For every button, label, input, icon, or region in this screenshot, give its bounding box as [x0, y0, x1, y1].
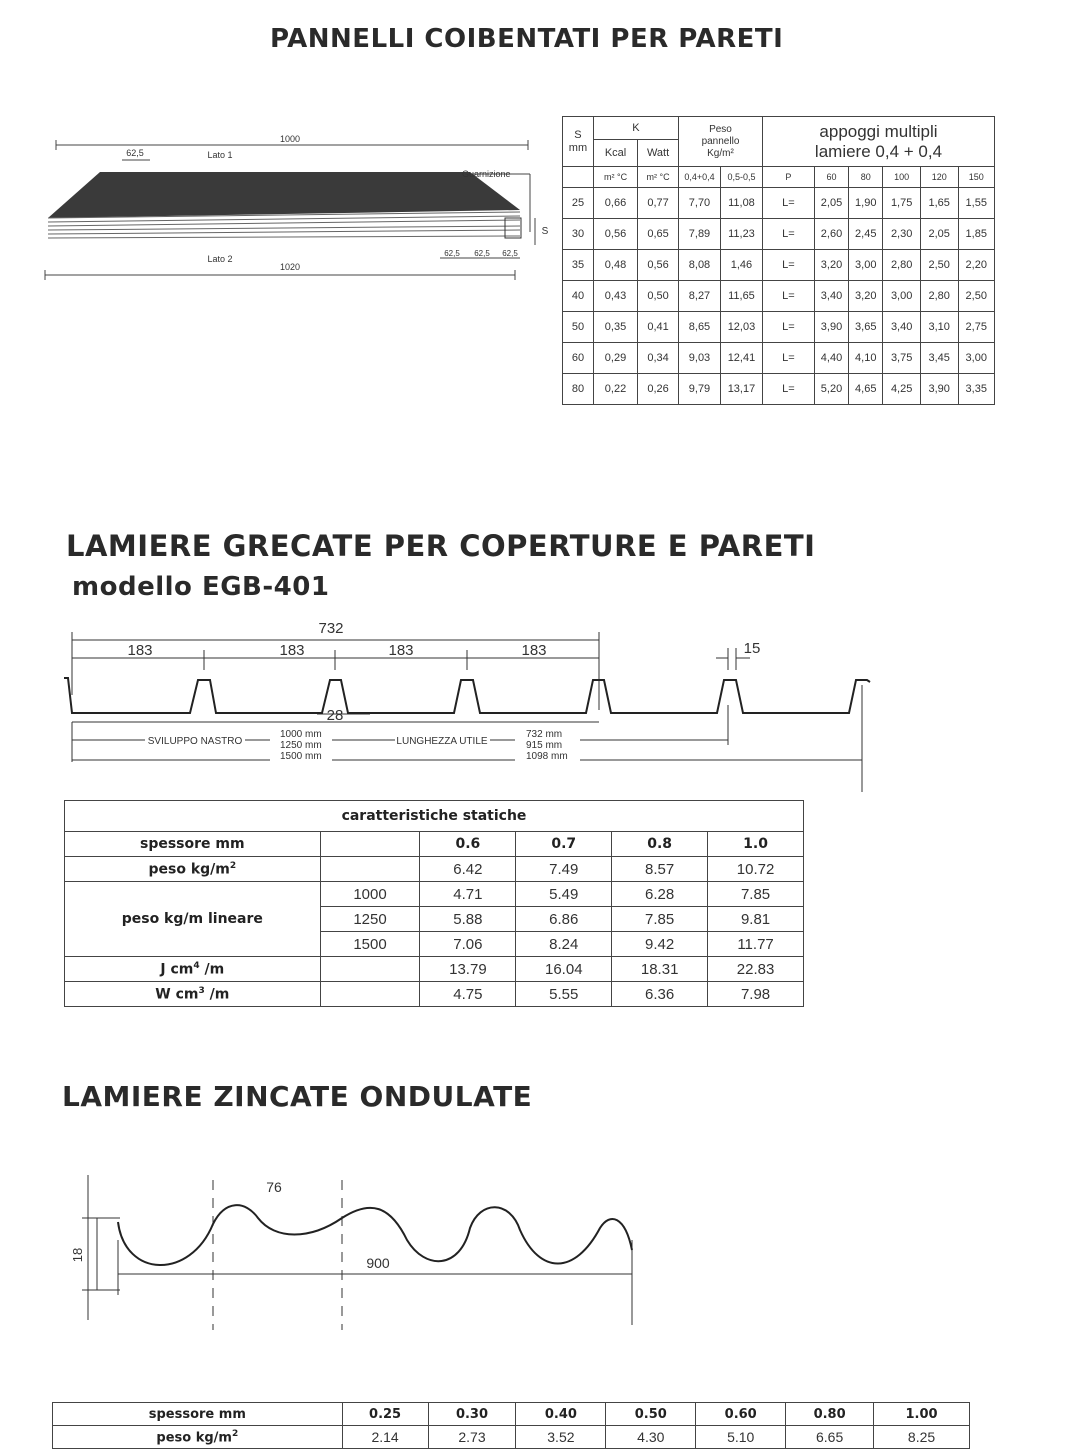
w-label-cell: W $cm^3$ /m	[65, 982, 321, 1007]
zincate-peso-label: peso kg/m	[156, 1430, 232, 1446]
egb-lu-2: 915 mm	[526, 740, 563, 751]
model-title: modello EGB-401	[72, 572, 330, 602]
zincate-peso-cell: 2.73	[428, 1426, 516, 1449]
table-cell: 4,40	[814, 343, 848, 374]
table-cell: 3,20	[849, 281, 883, 312]
table-cell: 4,25	[883, 374, 921, 405]
table-cell: 3,10	[920, 312, 958, 343]
table-cell: 80	[563, 374, 594, 405]
peso-m2-label-cell: peso $kg/m^2$	[65, 857, 321, 882]
table-cell: 2,60	[814, 219, 848, 250]
table-cell: L=	[762, 188, 814, 219]
panel-thickness: S	[541, 226, 549, 237]
egb401-diagram	[0, 610, 1070, 810]
spessore-4: 1.0	[708, 832, 804, 857]
table-cell: 1,85	[958, 219, 995, 250]
table-row	[563, 250, 995, 281]
w-2: 5.55	[516, 982, 612, 1007]
table-cell: L=	[762, 250, 814, 281]
zincate-peso-cell: 5.10	[696, 1426, 786, 1449]
panel-side2: Lato 2	[207, 254, 233, 264]
egb-seg-2: 183	[279, 642, 305, 659]
spessore-label: spessore mm	[65, 832, 321, 857]
egb-sviluppo: SVILUPPO NASTRO	[147, 736, 243, 747]
table-cell: 3,90	[920, 374, 958, 405]
table-cell: 40	[563, 281, 594, 312]
table-cell: 0,56	[593, 219, 637, 250]
units-cell: P	[762, 167, 814, 188]
panel-width-top: 1000	[279, 134, 301, 144]
table-cell: 2,50	[920, 250, 958, 281]
zincate-peso-cell: 4.30	[606, 1426, 696, 1449]
lineare-len-3: 1500	[320, 932, 420, 957]
egb-gap: 28	[326, 707, 344, 724]
table-cell: 3,35	[958, 374, 995, 405]
units-cell: 60	[814, 167, 848, 188]
table-cell: 0,29	[593, 343, 637, 374]
table-row	[563, 343, 995, 374]
appoggi-line1: appoggi multipli	[819, 121, 938, 141]
zincate-spessore-cell: 0.60	[696, 1403, 786, 1426]
table-cell: 60	[563, 343, 594, 374]
table-cell: 0,56	[638, 250, 679, 281]
table-cell: 0,77	[638, 188, 679, 219]
zincate-spessore-cell: 1.00	[874, 1403, 970, 1426]
units-cell: 0,5-0,5	[720, 167, 762, 188]
lineare-3-1: 7.06	[420, 932, 516, 957]
table-cell: 0,22	[593, 374, 637, 405]
table-row	[563, 374, 995, 405]
egb-lu-3: 1098 mm	[526, 751, 568, 762]
zincate-peso-cell: 2.14	[342, 1426, 428, 1449]
table-row	[563, 281, 995, 312]
peso-m2-2: 7.49	[516, 857, 612, 882]
table-cell: L=	[762, 374, 814, 405]
table-cell: 11,65	[720, 281, 762, 312]
grecate-title: LAMIERE GRECATE PER COPERTURE E PARETI	[66, 529, 816, 563]
egb-rib: 15	[743, 640, 761, 657]
w-4: 7.98	[708, 982, 804, 1007]
lineare-3-4: 11.77	[708, 932, 804, 957]
panel-bottom-dim-1: 62,5	[444, 249, 460, 258]
table-cell: 2,30	[883, 219, 921, 250]
spessore-3: 0.8	[612, 832, 708, 857]
table-cell: 0,26	[638, 374, 679, 405]
zincate-peso-label-cell: peso $kg/m^2$	[53, 1426, 343, 1449]
table-cell: 3,00	[883, 281, 921, 312]
lineare-2-4: 9.81	[708, 907, 804, 932]
table-cell: 9,79	[678, 374, 720, 405]
table-cell: 3,90	[814, 312, 848, 343]
egb-seg-1: 183	[127, 642, 153, 659]
table-cell: 7,70	[678, 188, 720, 219]
units-cell: m² °C	[638, 167, 679, 188]
table-cell: 3,20	[814, 250, 848, 281]
peso-m2-4: 10.72	[708, 857, 804, 882]
table-cell: 4,10	[849, 343, 883, 374]
table-cell: 3,40	[883, 312, 921, 343]
s-header: S	[574, 128, 582, 141]
table-cell: 25	[563, 188, 594, 219]
table-cell: 8,08	[678, 250, 720, 281]
zincate-spessore-cell: 0.25	[342, 1403, 428, 1426]
table-cell: 8,27	[678, 281, 720, 312]
zincate-spessore-label: spessore mm	[53, 1403, 343, 1426]
table-cell: 1,90	[849, 188, 883, 219]
table-cell: 0,43	[593, 281, 637, 312]
lineare-2-2: 6.86	[516, 907, 612, 932]
table-cell: 2,20	[958, 250, 995, 281]
blank-cell	[320, 982, 420, 1007]
table-cell: 0,35	[593, 312, 637, 343]
table-cell: 11,08	[720, 188, 762, 219]
units-blank	[563, 167, 594, 188]
table-cell: 1,55	[958, 188, 995, 219]
table-cell: 1,46	[720, 250, 762, 281]
panel-width-bottom: 1020	[279, 262, 301, 272]
units-cell: m² °C	[593, 167, 637, 188]
table-cell: 0,66	[593, 188, 637, 219]
lineare-1-4: 7.85	[708, 882, 804, 907]
wave-diagram	[0, 1160, 1070, 1360]
lineare-1-3: 6.28	[612, 882, 708, 907]
j-4: 22.83	[708, 957, 804, 982]
wave-width: 900	[366, 1255, 390, 1271]
egb-sv-1: 1000 mm	[280, 729, 322, 740]
table-cell: 12,41	[720, 343, 762, 374]
table-cell: 30	[563, 219, 594, 250]
zincate-spessore-cell: 0.80	[786, 1403, 874, 1426]
panels-title: PANNELLI COIBENTATI PER PARETI	[270, 24, 784, 54]
table-cell: 3,40	[814, 281, 848, 312]
table-cell: L=	[762, 343, 814, 374]
egb-seg-4: 183	[521, 642, 547, 659]
units-cell: 0,4+0,4	[678, 167, 720, 188]
zincate-peso-cell: 8.25	[874, 1426, 970, 1449]
w-3: 6.36	[612, 982, 708, 1007]
j-2: 16.04	[516, 957, 612, 982]
zincate-peso-cell: 3.52	[516, 1426, 606, 1449]
zincate-title: LAMIERE ZINCATE ONDULATE	[62, 1080, 533, 1113]
lineare-1-1: 4.71	[420, 882, 516, 907]
table-cell: L=	[762, 281, 814, 312]
table-cell: 3,75	[883, 343, 921, 374]
table-cell: 7,89	[678, 219, 720, 250]
table-cell: 2,05	[814, 188, 848, 219]
peso-m2-1: 6.42	[420, 857, 516, 882]
table-cell: 1,65	[920, 188, 958, 219]
table-cell: 0,65	[638, 219, 679, 250]
zincate-spessore-cell: 0.40	[516, 1403, 606, 1426]
lineare-len-1: 1000	[320, 882, 420, 907]
zincate-spessore-cell: 0.50	[606, 1403, 696, 1426]
blank-cell	[320, 957, 420, 982]
table-cell: 0,50	[638, 281, 679, 312]
zincate-spessore-row	[53, 1403, 970, 1426]
table-cell: 2,50	[958, 281, 995, 312]
panel-bottom-dim-3: 62,5	[502, 249, 518, 258]
table-cell: 0,34	[638, 343, 679, 374]
table-cell: 3,00	[958, 343, 995, 374]
table-cell: 3,45	[920, 343, 958, 374]
table-cell: 3,00	[849, 250, 883, 281]
units-row	[563, 167, 995, 188]
table-cell: 8,65	[678, 312, 720, 343]
peso-header: Peso pannello Kg/m²	[678, 117, 762, 167]
panel-pitch: 62,5	[126, 148, 144, 158]
table-row	[563, 188, 995, 219]
table-cell: 11,23	[720, 219, 762, 250]
table-cell: 2,45	[849, 219, 883, 250]
table-cell: 2,75	[958, 312, 995, 343]
table-row	[563, 219, 995, 250]
units-cell: 100	[883, 167, 921, 188]
peso-m2-label: peso kg/m	[148, 861, 230, 878]
spessore-2: 0.7	[516, 832, 612, 857]
spessore-1: 0.6	[420, 832, 516, 857]
lineare-label: peso kg/m lineare	[65, 882, 321, 957]
static-properties-table	[64, 800, 804, 1007]
s-unit: mm	[568, 141, 588, 154]
lineare-3-3: 9.42	[612, 932, 708, 957]
egb-lu-1: 732 mm	[526, 729, 563, 740]
table-cell: 9,03	[678, 343, 720, 374]
wave-height: 18	[70, 1247, 85, 1263]
blank-cell	[320, 832, 420, 857]
zincate-spessore-cell: 0.30	[428, 1403, 516, 1426]
s-header-cell	[563, 117, 594, 167]
egb-sv-2: 1250 mm	[280, 740, 322, 751]
w-1: 4.75	[420, 982, 516, 1007]
table-cell: L=	[762, 312, 814, 343]
table-cell: 12,03	[720, 312, 762, 343]
table-cell: 50	[563, 312, 594, 343]
table-cell: 0,41	[638, 312, 679, 343]
wave-pitch: 76	[266, 1179, 282, 1195]
egb-seg-3: 183	[388, 642, 414, 659]
w-label: W cm	[155, 986, 199, 1003]
units-cell: 150	[958, 167, 995, 188]
panel-bottom-dim-2: 62,5	[474, 249, 490, 258]
table-cell: 13,17	[720, 374, 762, 405]
table-cell: 1,75	[883, 188, 921, 219]
egb-sv-3: 1500 mm	[280, 751, 322, 762]
lineare-len-2: 1250	[320, 907, 420, 932]
table-cell: 3,65	[849, 312, 883, 343]
k-header: K	[593, 117, 678, 140]
j-3: 18.31	[612, 957, 708, 982]
peso-m2-3: 8.57	[612, 857, 708, 882]
table-cell: 2,80	[883, 250, 921, 281]
j-label-cell: J $cm^4$ /m	[65, 957, 321, 982]
units-cell: 120	[920, 167, 958, 188]
panels-table-body	[563, 188, 995, 405]
egb-lunghezza: LUNGHEZZA UTILE	[396, 736, 488, 747]
lineare-2-3: 7.85	[612, 907, 708, 932]
table-cell: L=	[762, 219, 814, 250]
panels-table	[562, 116, 995, 405]
table-cell: 5,20	[814, 374, 848, 405]
zincate-peso-cell: 6.65	[786, 1426, 874, 1449]
lineare-1-2: 5.49	[516, 882, 612, 907]
table-cell: 0,48	[593, 250, 637, 281]
table-cell: 35	[563, 250, 594, 281]
static-caption: caratteristiche statiche	[65, 801, 804, 832]
lineare-2-1: 5.88	[420, 907, 516, 932]
kcal-header: Kcal	[593, 140, 637, 167]
j-1: 13.79	[420, 957, 516, 982]
appoggi-header	[762, 117, 994, 167]
table-cell: 2,80	[920, 281, 958, 312]
appoggi-line2: lamiere 0,4 + 0,4	[814, 141, 943, 161]
table-row	[563, 312, 995, 343]
panel-gasket: Guarnizione	[462, 169, 511, 179]
lineare-3-2: 8.24	[516, 932, 612, 957]
blank-cell	[320, 857, 420, 882]
panel-side1: Lato 1	[207, 150, 233, 160]
j-label: J cm	[160, 961, 194, 978]
table-cell: 2,05	[920, 219, 958, 250]
zincate-peso-row	[53, 1426, 970, 1449]
egb-total: 732	[318, 620, 344, 637]
units-cell: 80	[849, 167, 883, 188]
watt-header: Watt	[638, 140, 679, 167]
table-cell: 4,65	[849, 374, 883, 405]
